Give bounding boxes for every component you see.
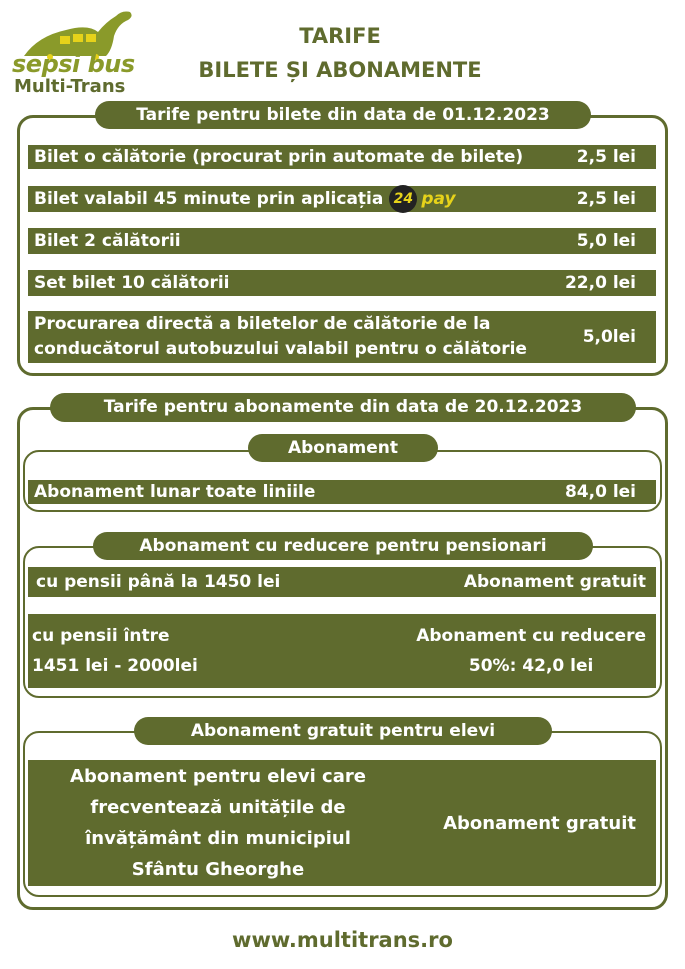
pension-bracket-value: Abonament gratuit bbox=[463, 572, 646, 592]
pension-bracket-label-line1: cu pensii între bbox=[32, 626, 170, 646]
logo-company-name: Multi-Trans bbox=[14, 76, 126, 97]
app-badge bbox=[389, 185, 455, 213]
ticket-price: 5,0 lei bbox=[576, 231, 636, 251]
tickets-heading: Tarife pentru bilete din data de 01.12.2023 bbox=[95, 101, 591, 129]
students-value: Abonament gratuit bbox=[443, 812, 636, 834]
ticket-row bbox=[28, 186, 656, 212]
subscription-row bbox=[28, 480, 656, 504]
ticket-label-line2: conducătorul autobuzului valabil pentru o călătorie bbox=[34, 339, 527, 359]
ticket-price: 2,5 lei bbox=[576, 147, 636, 167]
page-title-line2: BILETE ȘI ABONAMENTE bbox=[198, 58, 482, 82]
pay-app-name: pay bbox=[421, 189, 456, 209]
ticket-row bbox=[28, 228, 656, 254]
ticket-label: Bilet valabil 45 minute prin aplicația bbox=[34, 189, 384, 209]
students-label-line: Sfântu Gheorghe bbox=[131, 859, 305, 880]
pay-app-icon: 24 bbox=[389, 185, 417, 213]
subscription-label: Abonament lunar toate liniile bbox=[34, 482, 316, 502]
ticket-price: 2,5 lei bbox=[576, 189, 636, 209]
website-link[interactable]: www.multitrans.ro bbox=[232, 928, 453, 952]
pension-bracket-label-line2: 1451 lei - 2000lei bbox=[32, 656, 198, 676]
students-heading: Abonament gratuit pentru elevi bbox=[134, 717, 552, 745]
ticket-price: 5,0lei bbox=[582, 327, 636, 347]
subscription-price: 84,0 lei bbox=[564, 482, 636, 502]
standard-subscription-heading: Abonament bbox=[248, 434, 438, 462]
brand-logo bbox=[12, 6, 172, 98]
pension-bracket-value-line1: Abonament cu reducere bbox=[416, 626, 646, 646]
students-label-line: Abonament pentru elevi care bbox=[70, 766, 366, 787]
ticket-price: 22,0 lei bbox=[564, 273, 636, 293]
students-label-line: învățământ din municipiul bbox=[85, 828, 351, 849]
ticket-label: Set bilet 10 călătorii bbox=[34, 273, 230, 293]
subscriptions-heading: Tarife pentru abonamente din data de 20.12.2023 bbox=[50, 393, 636, 422]
ticket-label: Bilet o călătorie (procurat prin automate de bilete) bbox=[34, 147, 524, 167]
pensioners-row bbox=[28, 567, 656, 597]
students-row bbox=[28, 760, 656, 886]
ticket-row bbox=[28, 270, 656, 296]
ticket-label: Bilet 2 călătorii bbox=[34, 231, 181, 251]
page-title-line1: TARIFE bbox=[299, 24, 381, 48]
pension-bracket-label: cu pensii până la 1450 lei bbox=[36, 572, 281, 592]
pensioners-heading: Abonament cu reducere pentru pensionari bbox=[93, 532, 593, 560]
students-label-line: frecventează unitățile de bbox=[90, 797, 346, 818]
ticket-label-line1: Procurarea directă a biletelor de călătorie de la bbox=[34, 314, 491, 334]
pensioners-row bbox=[28, 614, 656, 688]
logo-brand-name: sepsi bus bbox=[12, 50, 135, 78]
ticket-row bbox=[28, 145, 656, 169]
ticket-row bbox=[28, 311, 656, 363]
pension-bracket-value-line2: 50%: 42,0 lei bbox=[468, 656, 594, 676]
